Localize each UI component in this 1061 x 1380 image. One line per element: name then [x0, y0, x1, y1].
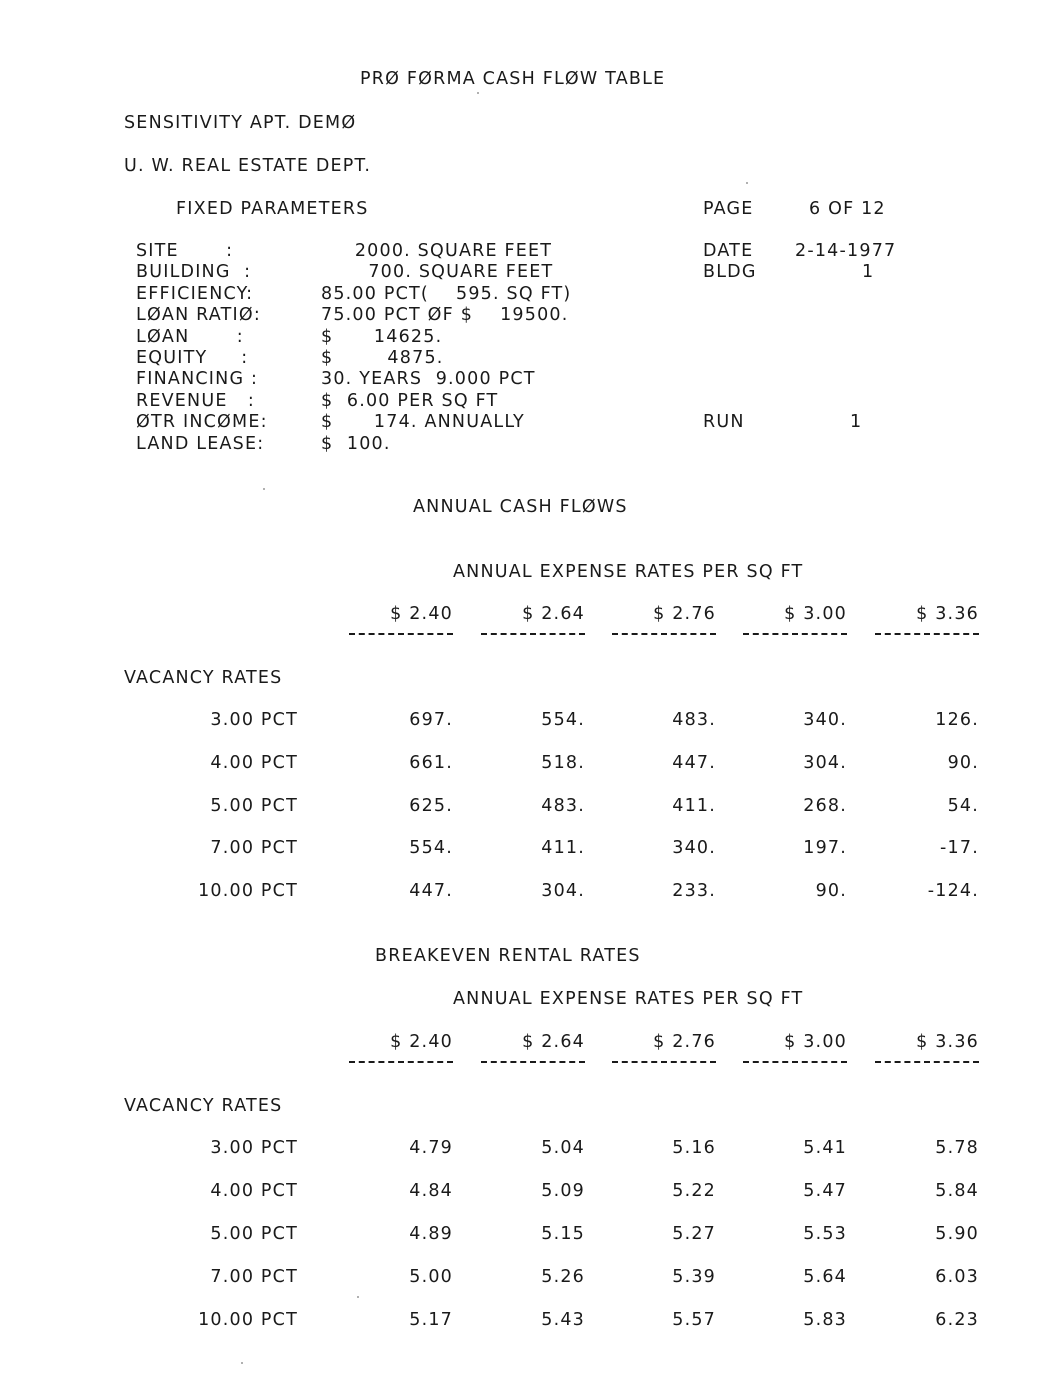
table-cell: 54.	[947, 796, 979, 816]
table-cell: 5.09	[541, 1181, 585, 1201]
row-label: 10.00 PCT	[198, 881, 298, 901]
parameter-label: EQUITY :	[136, 348, 249, 368]
table-cell: 518.	[541, 753, 585, 773]
table-cell: 5.47	[803, 1181, 847, 1201]
parameter-value: 75.00 PCT ØF $ 19500.	[321, 305, 569, 325]
row-label: 4.00 PCT	[210, 1181, 298, 1201]
column-header: $ 2.40	[390, 1032, 453, 1052]
column-underline	[612, 1061, 716, 1065]
row-label: 7.00 PCT	[210, 1267, 298, 1287]
column-underline	[743, 1061, 847, 1065]
table-cell: 5.78	[935, 1138, 979, 1158]
table-cell: 6.23	[935, 1310, 979, 1330]
table-cell: 6.03	[935, 1267, 979, 1287]
fixed-parameters-heading: FIXED PARAMETERS	[176, 199, 369, 219]
column-underline	[743, 633, 847, 637]
table-cell: 90.	[815, 881, 847, 901]
department-name: U. W. REAL ESTATE DEPT.	[124, 156, 372, 176]
column-header: $ 3.36	[916, 604, 979, 624]
parameter-value: $ 6.00 PER SQ FT	[321, 391, 499, 411]
table-cell: 5.57	[672, 1310, 716, 1330]
parameter-label: ØTR INCØME:	[136, 412, 268, 432]
column-header: $ 3.36	[916, 1032, 979, 1052]
table-cell: 5.53	[803, 1224, 847, 1244]
table-cell: 5.26	[541, 1267, 585, 1287]
table-cell: 5.43	[541, 1310, 585, 1330]
date-label: DATE	[703, 241, 754, 261]
column-header: $ 2.76	[653, 604, 716, 624]
parameter-value: 700. SQUARE FEET	[321, 262, 554, 282]
table-cell: 233.	[672, 881, 716, 901]
annual-cash-flows-subtitle: ANNUAL EXPENSE RATES PER SQ FT	[453, 562, 804, 582]
row-label: 3.00 PCT	[210, 1138, 298, 1158]
parameter-value: 85.00 PCT( 595. SQ FT)	[321, 284, 572, 304]
date-value: 2-14-1977	[795, 241, 897, 261]
table-cell: 304.	[803, 753, 847, 773]
table-cell: 4.89	[409, 1224, 453, 1244]
table-cell: 5.00	[409, 1267, 453, 1287]
scan-speck	[357, 1296, 359, 1298]
column-underline	[481, 633, 585, 637]
annual-cash-flows-title: ANNUAL CASH FLØWS	[413, 497, 628, 517]
table-cell: 5.17	[409, 1310, 453, 1330]
parameter-label: BUILDING :	[136, 262, 252, 282]
page-label: PAGE	[703, 199, 754, 219]
table-cell: 197.	[803, 838, 847, 858]
row-label: 3.00 PCT	[210, 710, 298, 730]
column-underline	[349, 633, 453, 637]
parameter-label: EFFICIENCY:	[136, 284, 254, 304]
table-cell: -17.	[940, 838, 979, 858]
table-cell: 5.15	[541, 1224, 585, 1244]
table-cell: 447.	[672, 753, 716, 773]
parameter-label: REVENUE :	[136, 391, 255, 411]
table-cell: 554.	[409, 838, 453, 858]
table-cell: 268.	[803, 796, 847, 816]
page-number: 6 OF 12	[809, 199, 886, 219]
parameter-label: LØAN :	[136, 327, 244, 347]
parameter-label: LAND LEASE:	[136, 434, 265, 454]
parameter-value: 30. YEARS 9.000 PCT	[321, 369, 536, 389]
scan-speck	[477, 92, 479, 94]
column-underline	[349, 1061, 453, 1065]
parameter-value: $ 14625.	[321, 327, 443, 347]
report-subtitle: SENSITIVITY APT. DEMØ	[124, 113, 357, 133]
column-underline	[612, 633, 716, 637]
row-label: 5.00 PCT	[210, 1224, 298, 1244]
table-cell: 554.	[541, 710, 585, 730]
scan-speck	[241, 1362, 243, 1364]
row-label: 10.00 PCT	[198, 1310, 298, 1330]
table-cell: 5.64	[803, 1267, 847, 1287]
scan-speck	[746, 182, 748, 184]
breakeven-subtitle: ANNUAL EXPENSE RATES PER SQ FT	[453, 989, 804, 1009]
bldg-label: BLDG	[703, 262, 757, 282]
table-cell: 411.	[672, 796, 716, 816]
table-cell: 411.	[541, 838, 585, 858]
row-label: 7.00 PCT	[210, 838, 298, 858]
table-cell: 126.	[935, 710, 979, 730]
row-label: 5.00 PCT	[210, 796, 298, 816]
column-header: $ 2.64	[522, 1032, 585, 1052]
column-underline	[481, 1061, 585, 1065]
column-header: $ 3.00	[784, 604, 847, 624]
table-cell: 5.22	[672, 1181, 716, 1201]
table-cell: 5.04	[541, 1138, 585, 1158]
run-value: 1	[850, 412, 863, 432]
table-cell: 5.39	[672, 1267, 716, 1287]
parameter-value: $ 100.	[321, 434, 391, 454]
table-cell: 483.	[541, 796, 585, 816]
table-cell: 483.	[672, 710, 716, 730]
column-header: $ 2.76	[653, 1032, 716, 1052]
table-cell: 447.	[409, 881, 453, 901]
column-underline	[875, 1061, 979, 1065]
table-cell: 5.83	[803, 1310, 847, 1330]
parameter-value: $ 174. ANNUALLY	[321, 412, 525, 432]
table-cell: 340.	[672, 838, 716, 858]
parameter-value: $ 4875.	[321, 348, 444, 368]
column-underline	[875, 633, 979, 637]
parameter-label: LØAN RATIØ:	[136, 305, 261, 325]
annual-cash-flows-row-header: VACANCY RATES	[124, 668, 283, 688]
table-cell: 5.90	[935, 1224, 979, 1244]
parameter-label: FINANCING :	[136, 369, 259, 389]
parameter-value: 2000. SQUARE FEET	[321, 241, 553, 261]
scan-speck	[263, 488, 265, 490]
table-cell: 5.41	[803, 1138, 847, 1158]
breakeven-row-header: VACANCY RATES	[124, 1096, 283, 1116]
bldg-value: 1	[862, 262, 875, 282]
table-cell: -124.	[927, 881, 979, 901]
table-cell: 5.16	[672, 1138, 716, 1158]
table-cell: 625.	[409, 796, 453, 816]
row-label: 4.00 PCT	[210, 753, 298, 773]
table-cell: 340.	[803, 710, 847, 730]
breakeven-title: BREAKEVEN RENTAL RATES	[375, 946, 641, 966]
column-header: $ 3.00	[784, 1032, 847, 1052]
table-cell: 661.	[409, 753, 453, 773]
run-label: RUN	[703, 412, 745, 432]
column-header: $ 2.64	[522, 604, 585, 624]
table-cell: 697.	[409, 710, 453, 730]
page-title: PRØ FØRMA CASH FLØW TABLE	[360, 69, 666, 89]
parameter-label: SITE :	[136, 241, 234, 261]
table-cell: 4.79	[409, 1138, 453, 1158]
table-cell: 304.	[541, 881, 585, 901]
table-cell: 90.	[947, 753, 979, 773]
column-header: $ 2.40	[390, 604, 453, 624]
table-cell: 5.27	[672, 1224, 716, 1244]
table-cell: 5.84	[935, 1181, 979, 1201]
table-cell: 4.84	[409, 1181, 453, 1201]
